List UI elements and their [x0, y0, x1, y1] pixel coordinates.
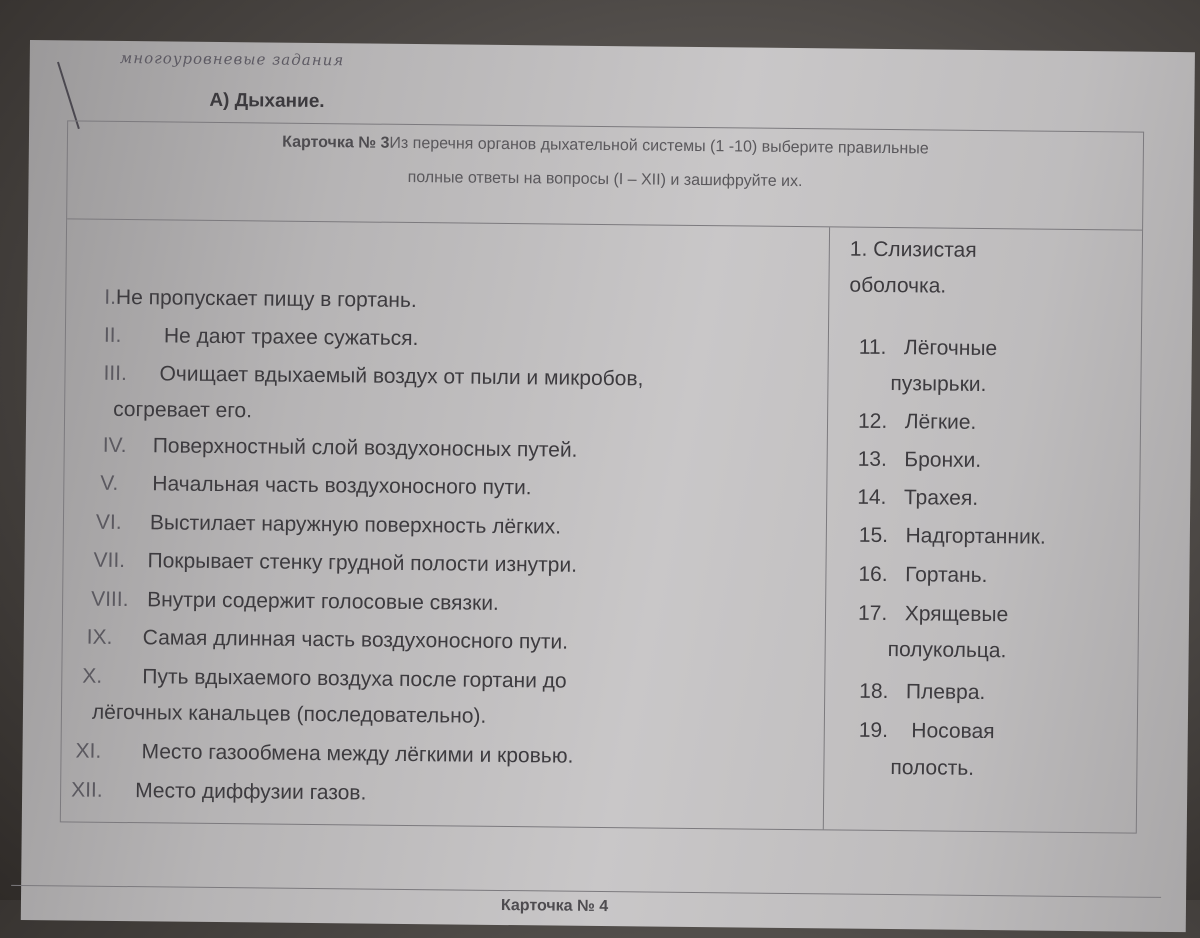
question-item: IX. Самая длинная часть воздухоносного пути.: [86, 625, 569, 654]
handwritten-note: многоуровневые задания: [119, 48, 345, 70]
card-header: [67, 121, 1143, 230]
next-card-title: Карточка № 4: [500, 896, 609, 916]
question-item: V. Начальная часть воздухоносного пути.: [100, 471, 532, 500]
question-item: I.Не пропускает пищу в гортань.: [104, 285, 417, 313]
answer-continuation: полость.: [890, 756, 975, 780]
answer-item: 16. Гортань.: [858, 562, 988, 588]
answer-continuation: пузырьки.: [890, 372, 987, 397]
card-instruction-part-2: полные ответы на вопросы (I – XII) и зашифруйте их.: [407, 168, 803, 191]
question-continuation: согревает его.: [113, 397, 253, 423]
question-item: VI. Выстилает наружную поверхность лёгких.: [95, 510, 562, 539]
question-continuation: лёгочных канальцев (последовательно).: [91, 700, 487, 728]
question-item: XI. Место газообмена между лёгкими и кровью.: [75, 739, 574, 768]
question-item: II. Не дают трахее сужаться.: [103, 323, 419, 351]
answer-item: 13. Бронхи.: [857, 447, 982, 472]
paper-sheet: [21, 40, 1195, 932]
questions-column: [61, 219, 830, 829]
question-item: XII. Место диффузии газов.: [71, 778, 367, 805]
answer-item: 14. Трахея.: [857, 485, 979, 510]
card-number: Карточка № 3: [282, 133, 390, 152]
answer-item: 18. Плевра.: [859, 679, 986, 705]
answer-item: 1. Слизистая: [849, 237, 977, 262]
margin-pen-mark: [57, 62, 80, 129]
answer-continuation: полукольца.: [887, 638, 1007, 663]
answer-item: 17. Хрящевые: [857, 601, 1009, 627]
card-instruction-part-1: Из перечня органов дыхательной системы (1 -10) выберите правильные: [389, 134, 929, 158]
question-item: III. Очищает вдыхаемый воздух от пыли и микробов,: [103, 361, 644, 391]
answer-continuation: оболочка.: [849, 273, 947, 298]
next-card-edge: [11, 885, 1161, 938]
answer-item: 19. Носовая: [858, 718, 995, 744]
question-item: X. Путь вдыхаемого воздуха после гортани до: [82, 664, 567, 693]
question-item: IV. Поверхностный слой воздухоносных путей.: [102, 433, 578, 462]
answer-item: 12. Лёгкие.: [857, 409, 977, 434]
answers-column: [824, 227, 1142, 832]
answer-item: 11. Лёгочные: [858, 335, 998, 361]
card-3: [60, 120, 1144, 833]
section-title: А) Дыхание.: [209, 89, 325, 113]
question-item: VIII. Внутри содержит голосовые связки.: [91, 587, 499, 615]
question-item: VII. Покрывает стенку грудной полости изнутри.: [93, 548, 578, 577]
answer-item: 15. Надгортанник.: [858, 523, 1046, 549]
